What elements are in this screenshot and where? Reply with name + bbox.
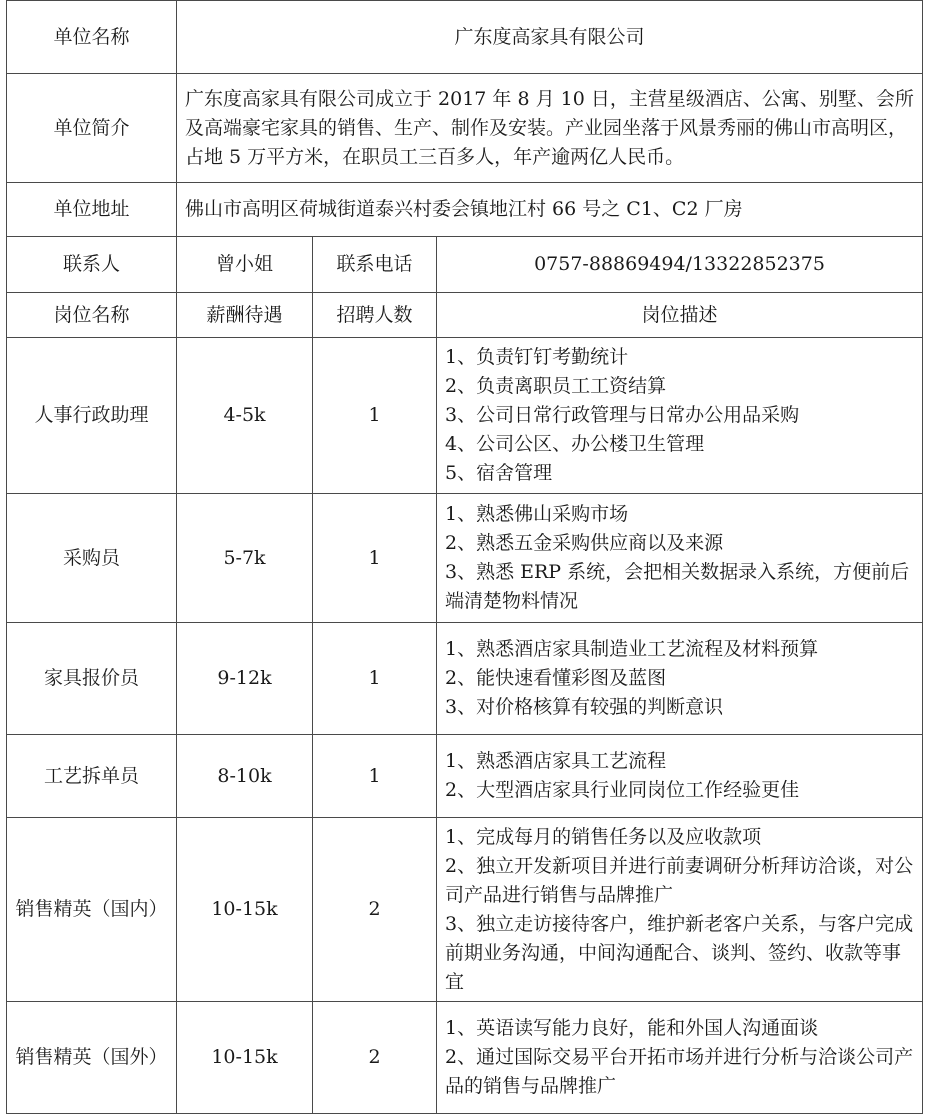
job-count: 1: [313, 338, 437, 494]
job-salary: 9-12k: [177, 623, 313, 735]
company-intro-row: [7, 74, 923, 183]
job-count: 1: [313, 494, 437, 623]
job-salary: 5-7k: [177, 494, 313, 623]
phone-number: 0757-88869494/13322852375: [437, 237, 923, 293]
job-count: 2: [313, 818, 437, 1002]
job-description-line: 1、完成每月的销售任务以及应收款项: [445, 825, 762, 848]
job-description-line: 1、熟悉佛山采购市场: [445, 503, 629, 525]
company-address-row: [7, 183, 923, 237]
job-position: 家具报价员: [7, 623, 177, 735]
job-salary: 4-5k: [177, 338, 313, 494]
header-count: 招聘人数: [313, 293, 437, 338]
job-position: 采购员: [7, 494, 177, 623]
job-description: [437, 623, 923, 735]
job-description-line: 1、负责钉钉考勤统计: [445, 346, 629, 368]
job-row: [7, 1002, 923, 1114]
contact-label: 联系人: [7, 237, 177, 293]
job-description-line: 4、公司公区、办公楼卫生管理: [445, 433, 705, 455]
job-description-line: 3、独立走访接待客户，维护新老客户关系，与客户完成前期业务沟通，中间沟通配合、谈判、签约、收款等事宜: [445, 912, 914, 993]
job-row: [7, 623, 923, 735]
job-description-line: 2、通过国际交易平台开拓市场并进行分析与洽谈公司产品的销售与品牌推广: [445, 1046, 914, 1097]
job-description-line: 3、对价格核算有较强的判断意识: [445, 696, 724, 718]
job-position: 销售精英（国外）: [7, 1002, 177, 1114]
company-name-row: [7, 1, 923, 74]
job-description-line: 3、公司日常行政管理与日常办公用品采购: [445, 404, 800, 426]
company-address: 佛山市高明区荷城街道泰兴村委会镇地江村 66 号之 C1、C2 厂房: [177, 183, 923, 237]
company-name-label: 单位名称: [7, 1, 177, 74]
phone-label: 联系电话: [313, 237, 437, 293]
company-intro-label: 单位简介: [7, 74, 177, 183]
job-description: [437, 1002, 923, 1114]
job-count: 1: [313, 735, 437, 818]
job-position: 销售精英（国内）: [7, 818, 177, 1002]
job-count: 1: [313, 623, 437, 735]
header-position: 岗位名称: [7, 293, 177, 338]
job-description: [437, 338, 923, 494]
contact-name: 曾小姐: [177, 237, 313, 293]
job-position: 人事行政助理: [7, 338, 177, 494]
job-description: [437, 818, 923, 1002]
contact-row: [7, 237, 923, 293]
header-description: 岗位描述: [437, 293, 923, 338]
company-name: 广东度高家具有限公司: [177, 1, 923, 74]
job-salary: 8-10k: [177, 735, 313, 818]
job-description: [437, 494, 923, 623]
job-row: [7, 818, 923, 1002]
job-description-line: 1、熟悉酒店家具工艺流程: [445, 750, 667, 772]
job-description-line: 1、英语读写能力良好，能和外国人沟通面谈: [445, 1017, 819, 1039]
job-description-line: 2、能快速看懂彩图及蓝图: [445, 667, 667, 689]
job-description-line: 2、大型酒店家具行业同岗位工作经验更佳: [445, 779, 800, 801]
job-description-line: 1、熟悉酒店家具制造业工艺流程及材料预算: [445, 638, 819, 660]
job-description-line: 2、独立开发新项目并进行前妻调研分析拜访洽谈，对公司产品进行销售与品牌推广: [445, 854, 914, 906]
job-description-line: 5、宿舍管理: [445, 462, 553, 484]
job-count: 2: [313, 1002, 437, 1114]
job-position: 工艺拆单员: [7, 735, 177, 818]
job-description: [437, 735, 923, 818]
header-salary: 薪酬待遇: [177, 293, 313, 338]
company-address-label: 单位地址: [7, 183, 177, 237]
job-salary: 10-15k: [177, 1002, 313, 1114]
job-salary: 10-15k: [177, 818, 313, 1002]
company-intro: 广东度高家具有限公司成立于 2017 年 8 月 10 日，主营星级酒店、公寓、别墅、会所及高端豪宅家具的销售、生产、制作及安装。产业园坐落于风景秀丽的佛山市高明区，占地 5 万平方米，在职员工三百多人，年产逾两亿人民币。: [177, 74, 923, 183]
job-row: [7, 338, 923, 494]
job-description-line: 3、熟悉 ERP 系统，会把相关数据录入系统，方便前后端清楚物料情况: [445, 561, 910, 612]
recruitment-table: [6, 0, 923, 1114]
job-row: [7, 735, 923, 818]
job-row: [7, 494, 923, 623]
job-description-line: 2、熟悉五金采购供应商以及来源: [445, 532, 724, 554]
header-row: [7, 293, 923, 338]
job-description-line: 2、负责离职员工工资结算: [445, 375, 667, 397]
